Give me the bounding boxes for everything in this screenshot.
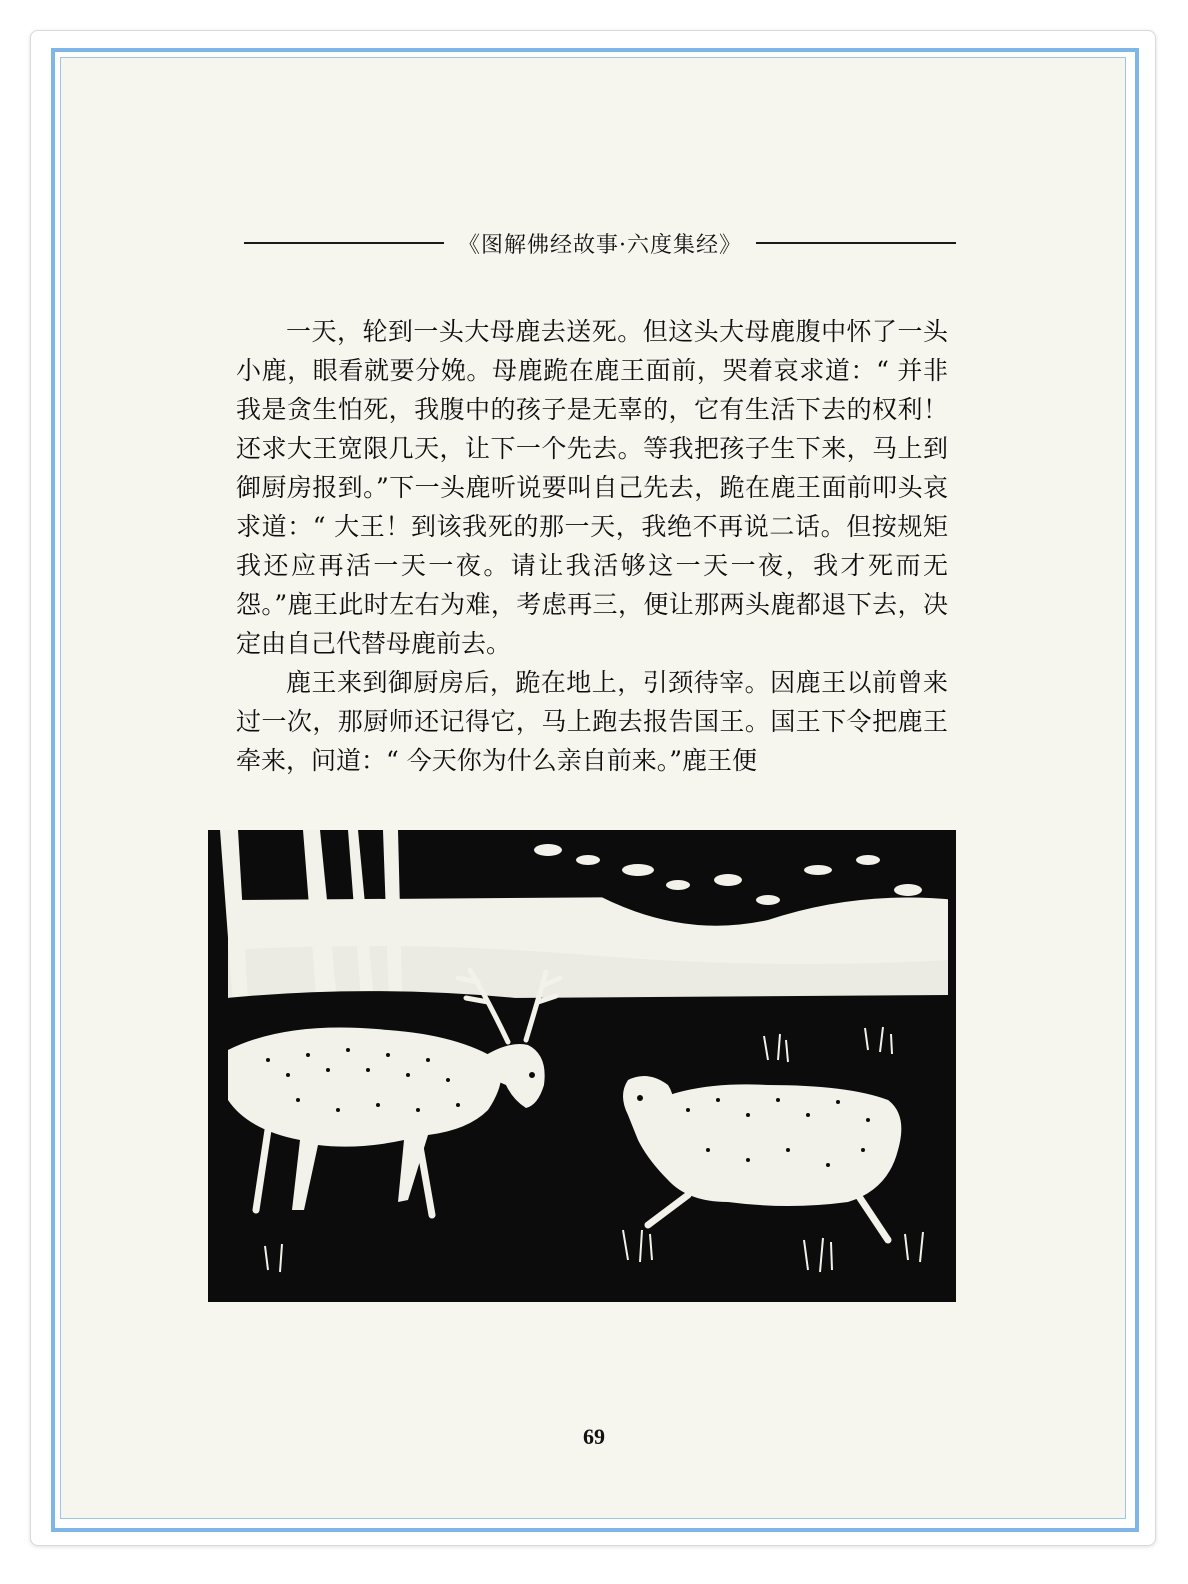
woodcut-illustration bbox=[208, 830, 956, 1302]
paragraph: 鹿王来到御厨房后，跪在地上，引颈待宰。因鹿王以前曾来过一次，那厨师还记得它，马上跑去报告国王。国王下令把鹿王牵来，问道：“ 今天你为什么亲自前来。”鹿王便 bbox=[236, 668, 948, 775]
paragraph: 一天，轮到一头大母鹿去送死。但这头大母鹿腹中怀了一头小鹿，眼看就要分娩。母鹿跪在鹿王面前，哭着哀求道：“ 并非我是贪生怕死，我腹中的孩子是无辜的，它有生活下去的权利！还求大王宽限几天，让下一个先去。等我把孩子生下来，马上到御厨房报到。”下一头鹿听说要叫自己先去，跪在鹿王面前叩头哀求道：“ 大王！到该我死的那一天，我绝不再说二话。但按规矩我还应再活一天一夜。请让我活够这一天一夜，我才死而无怨。”鹿王此时左右为难，考虑再三，便让那两头鹿都退下去，决定由自己代替母鹿前去。 bbox=[236, 317, 948, 658]
page-number: 69 bbox=[583, 1424, 605, 1449]
book-title: 《图解佛经故事·六度集经》 bbox=[458, 232, 742, 258]
header-rule-right bbox=[756, 242, 956, 244]
header-rule-left bbox=[244, 242, 444, 244]
running-header bbox=[244, 225, 956, 261]
body-text bbox=[236, 312, 948, 780]
deer-illustration-svg bbox=[208, 830, 956, 1302]
